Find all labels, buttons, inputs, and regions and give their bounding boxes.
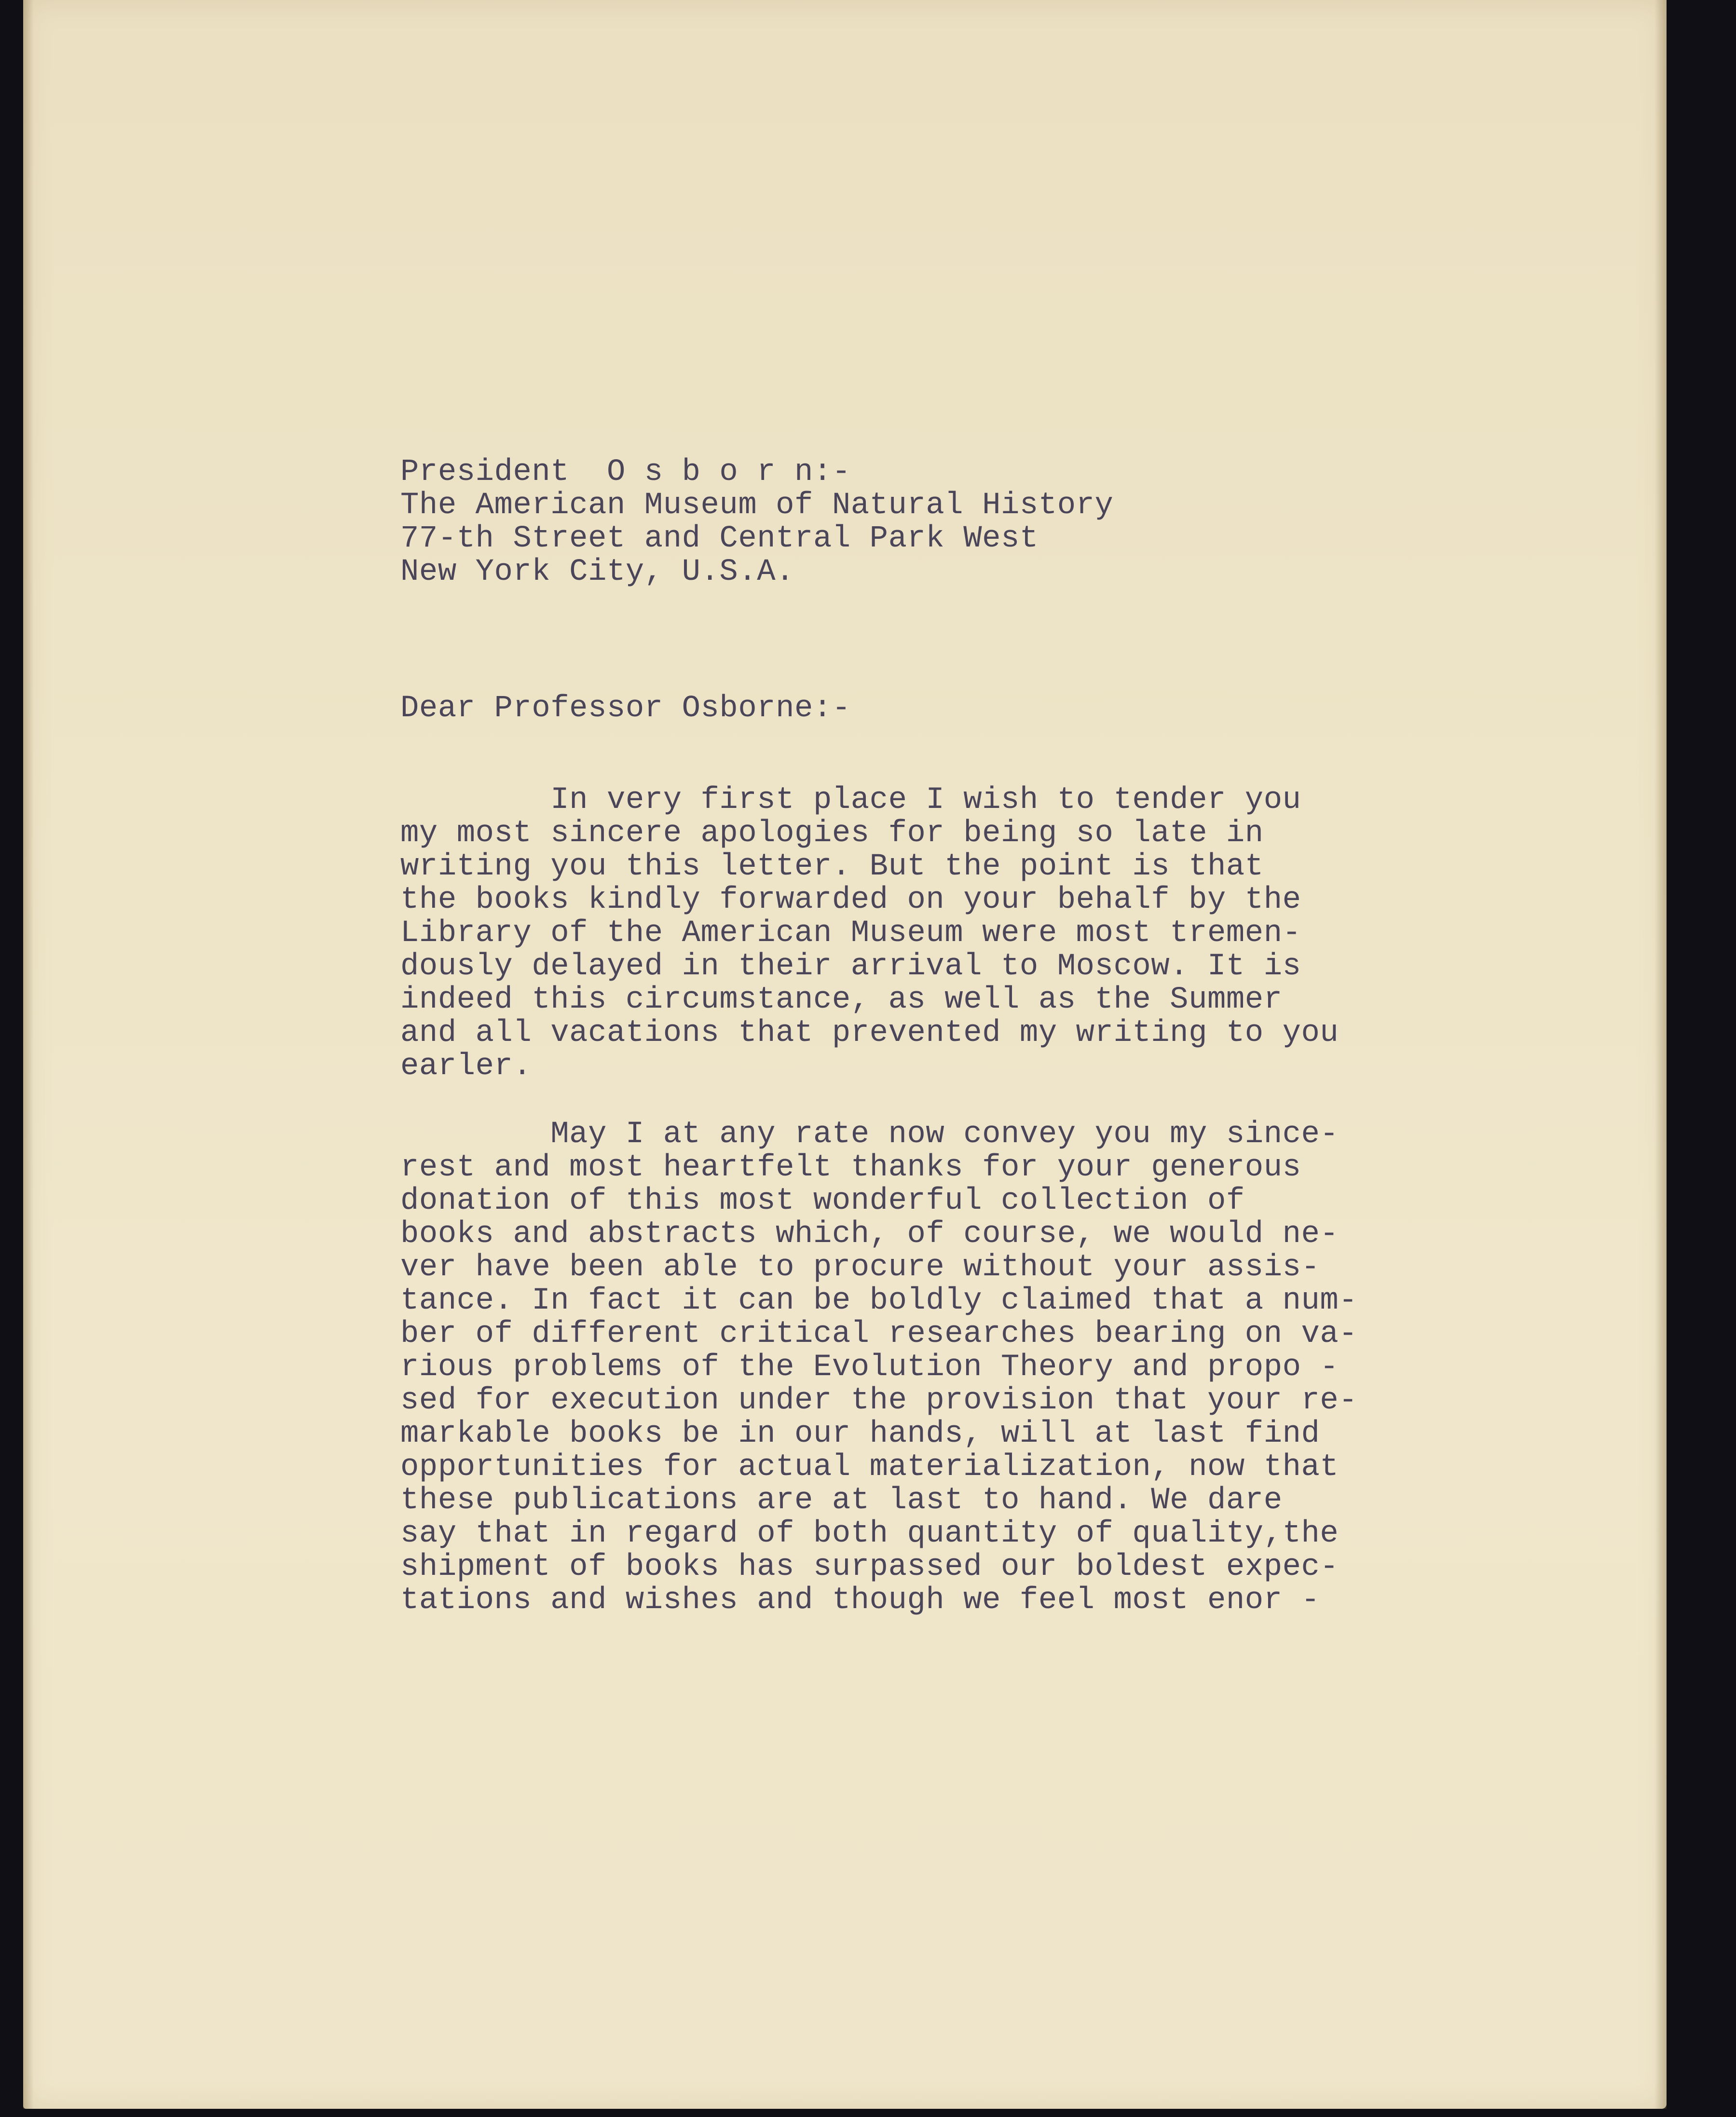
paragraph-line: say that in regard of both quantity of quality,the	[400, 1516, 1339, 1551]
paragraph-line: tance. In fact it can be boldly claimed that a num-	[400, 1284, 1358, 1318]
paragraph-line: shipment of books has surpassed our boldest expec-	[400, 1550, 1339, 1584]
paragraph-line: and all vacations that prevented my writing to you	[400, 1016, 1339, 1051]
salutation: Dear Professor Osborne:-	[400, 691, 851, 726]
paragraph-line: ver have been able to procure without your assis-	[400, 1250, 1320, 1285]
paragraph-line: dously delayed in their arrival to Moscow. It is	[400, 949, 1301, 984]
address-institution: The American Museum of Natural History	[400, 488, 1114, 523]
letter-page	[23, 0, 1667, 2109]
paragraph-line: these publications are at last to hand. We dare	[400, 1483, 1283, 1518]
paragraph-line: tations and wishes and though we feel most enor -	[400, 1583, 1320, 1618]
paragraph-line: Library of the American Museum were most tremen-	[400, 916, 1301, 951]
paragraph-line: sed for execution under the provision that your re-	[400, 1383, 1358, 1418]
address-recipient: President O s b o r n:-	[400, 455, 851, 490]
address-city: New York City, U.S.A.	[400, 555, 795, 589]
paragraph-line: indeed this circumstance, as well as the Summer	[400, 983, 1283, 1017]
paragraph-line: the books kindly forwarded on your behalf by the	[400, 883, 1301, 917]
paragraph-line: my most sincere apologies for being so late in	[400, 816, 1264, 851]
paragraph-line: May I at any rate now convey you my since-	[400, 1117, 1339, 1152]
address-street: 77-th Street and Central Park West	[400, 521, 1039, 556]
paragraph-line: In very first place I wish to tender you	[400, 783, 1301, 818]
paragraph-line: earler.	[400, 1049, 532, 1084]
paper-left-edge	[23, 0, 34, 2109]
paragraph-line: books and abstracts which, of course, we would ne-	[400, 1217, 1339, 1252]
paragraph-line: markable books be in our hands, will at last find	[400, 1417, 1320, 1451]
paragraph-line: ber of different critical researches bearing on va-	[400, 1317, 1358, 1352]
paragraph-line: opportunities for actual materialization, now that	[400, 1450, 1339, 1485]
paragraph-line: donation of this most wonderful collection of	[400, 1184, 1245, 1218]
paragraph-line: writing you this letter. But the point is that	[400, 849, 1264, 884]
paper-right-edge	[1654, 0, 1667, 2109]
paragraph-line: rest and most heartfelt thanks for your generous	[400, 1150, 1301, 1185]
paragraph-line: rious problems of the Evolution Theory and propo -	[400, 1350, 1339, 1385]
